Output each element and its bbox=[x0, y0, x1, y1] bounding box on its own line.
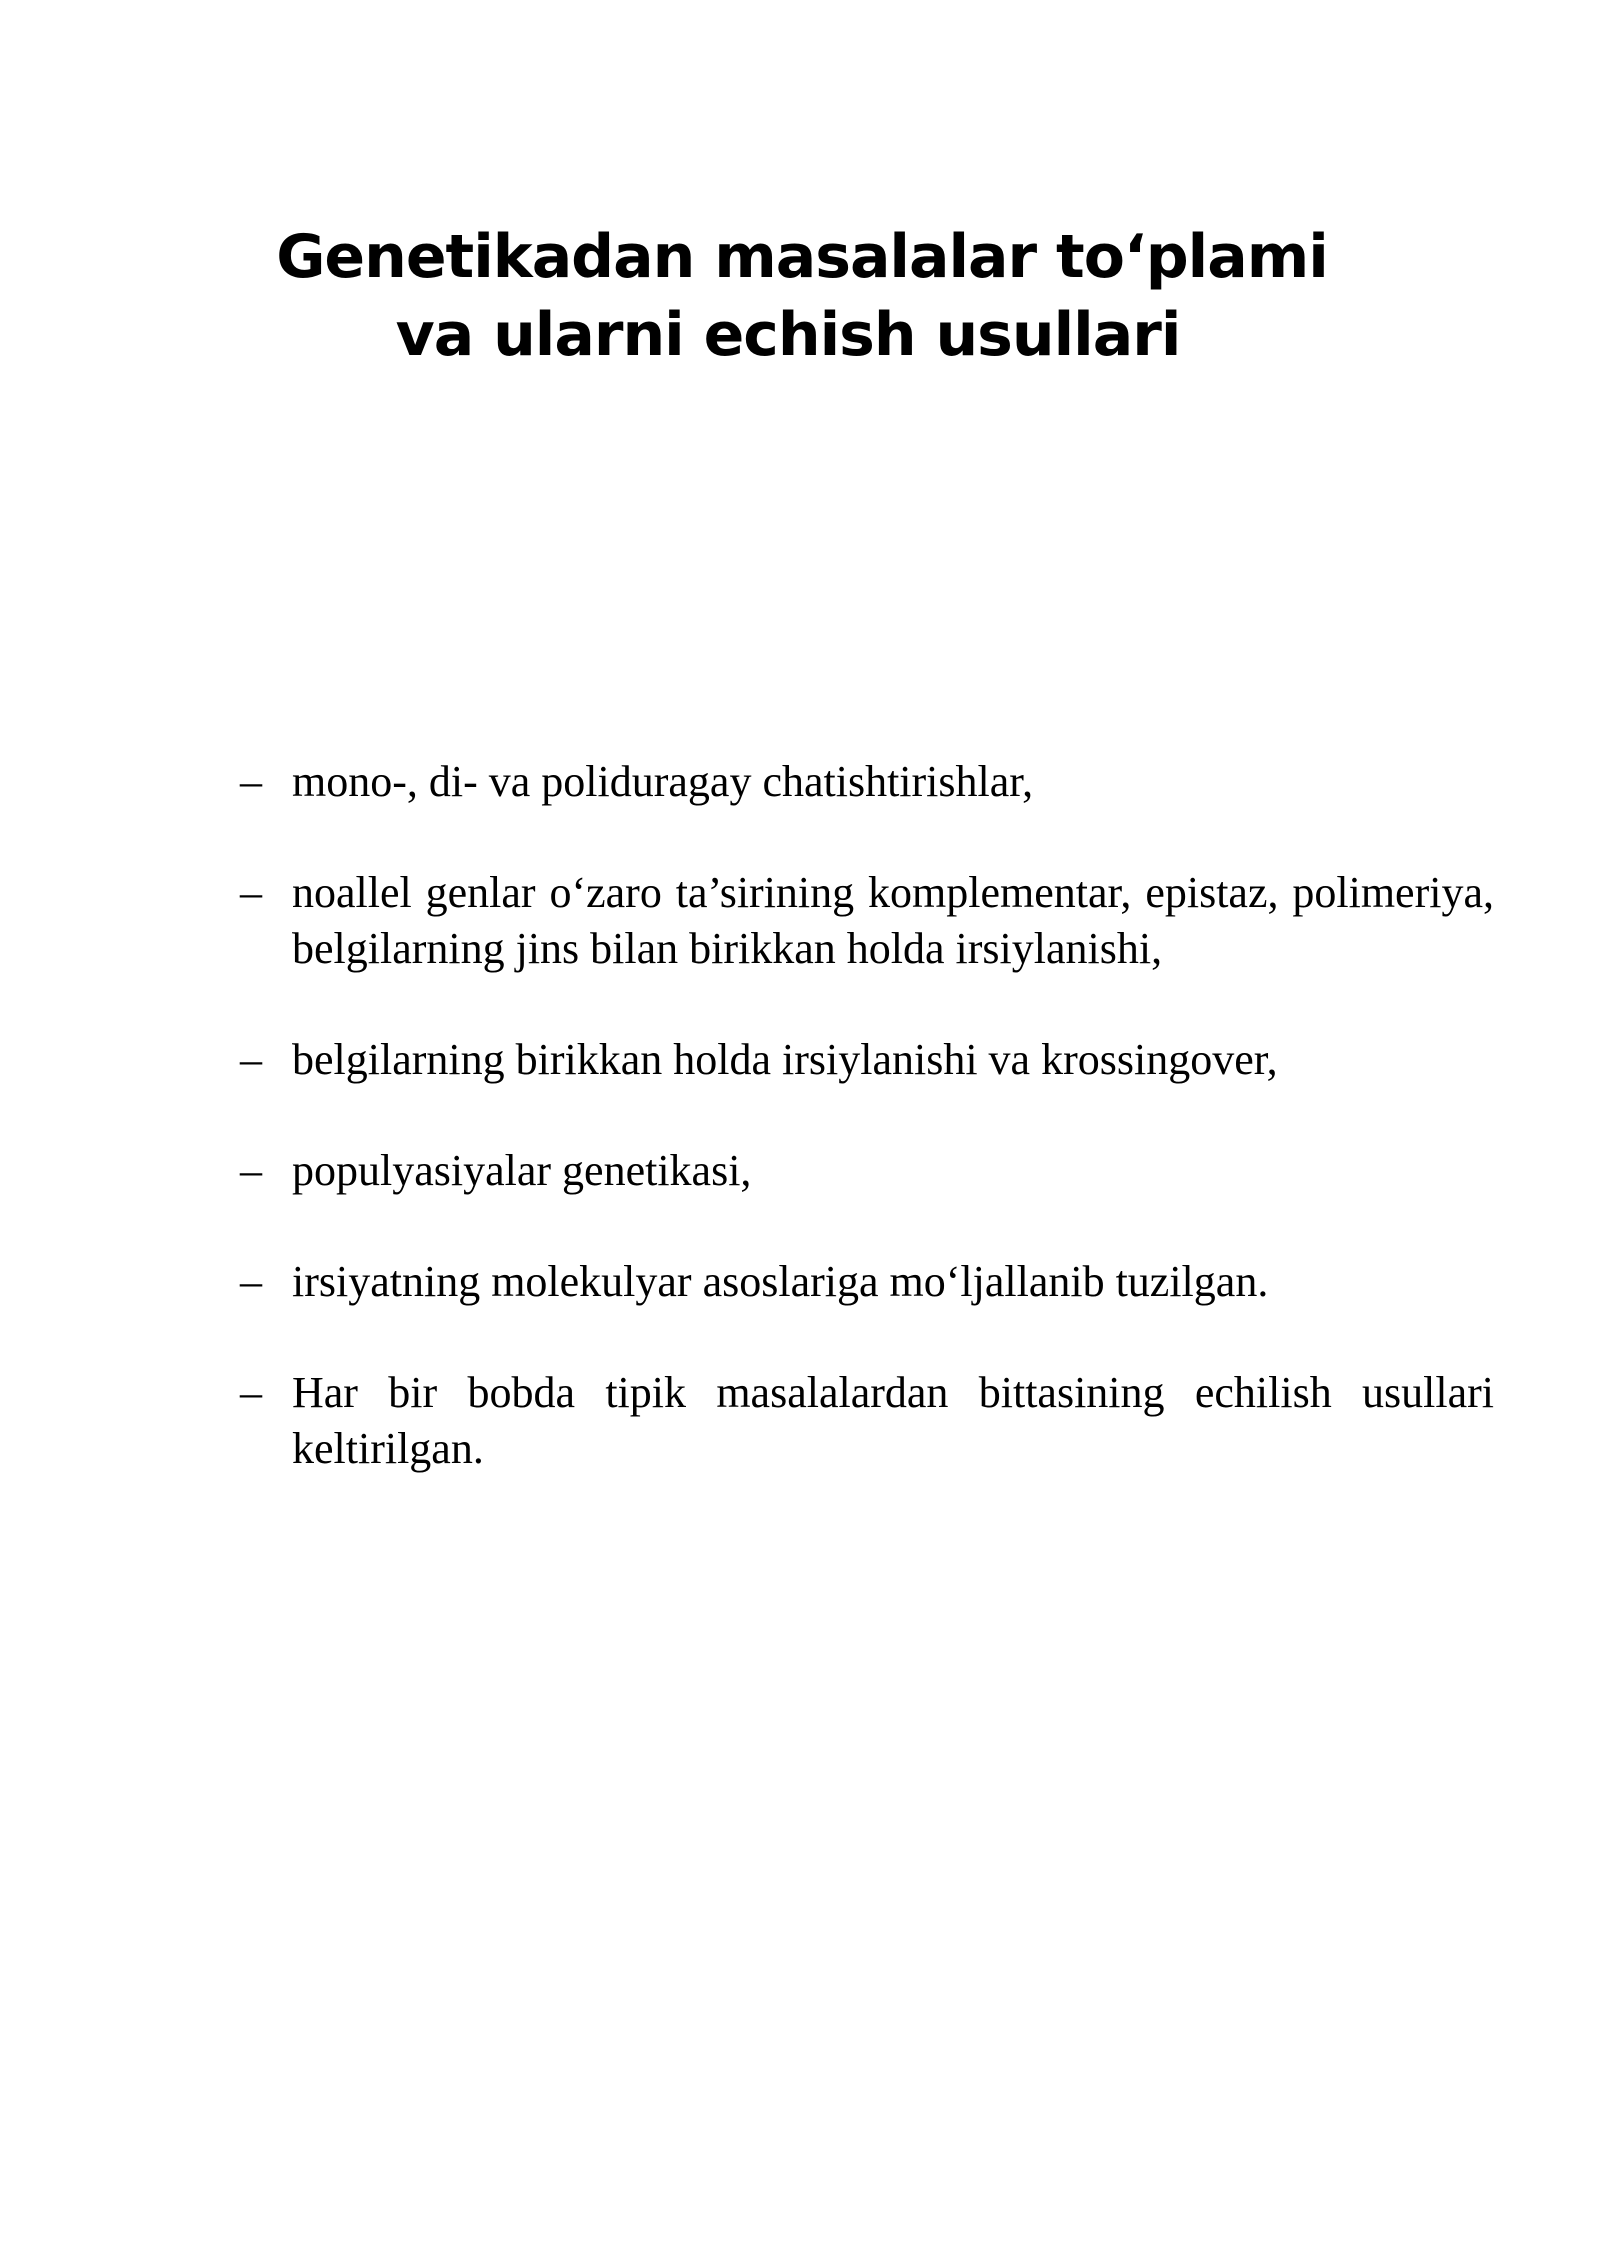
list-item-text: irsiyatning molekulyar asoslariga mo‘ljallanib tuzilgan. bbox=[292, 1257, 1269, 1306]
list-item-dash: – bbox=[240, 868, 262, 917]
list-item bbox=[240, 1365, 1494, 1477]
list-item bbox=[240, 1254, 1494, 1310]
list-item-text: mono-, di- va poliduragay chatishtirishlar, bbox=[292, 757, 1034, 806]
list-item bbox=[240, 754, 1494, 810]
list-item-dash: – bbox=[240, 1368, 262, 1417]
list-item-text: belgilarning birikkan holda irsiylanishi va krossingover, bbox=[292, 1035, 1278, 1084]
list-item-text: noallel genlar o‘zaro ta’sirining komplementar, epistaz, polimeriya, belgilarning jins bilan birikkan holda irsiylanishi, bbox=[292, 868, 1494, 973]
list-item bbox=[240, 1032, 1494, 1088]
list-item-text: populyasiyalar genetikasi, bbox=[292, 1146, 752, 1195]
page-title bbox=[0, 218, 1600, 374]
list-item bbox=[240, 865, 1494, 977]
page-title-line-1: Genetikadan masalalar to‘plami bbox=[276, 222, 1328, 292]
list-item-dash: – bbox=[240, 1257, 262, 1306]
topic-list bbox=[240, 754, 1494, 1532]
list-item-text: Har bir bobda tipik masalalardan bittasining echilish usullari keltirilgan. bbox=[292, 1368, 1494, 1473]
list-item bbox=[240, 1143, 1494, 1199]
list-item-dash: – bbox=[240, 1035, 262, 1084]
list-item-dash: – bbox=[240, 757, 262, 806]
page-title-line-2: va ularni echish usullari bbox=[395, 300, 1181, 370]
list-item-dash: – bbox=[240, 1146, 262, 1195]
